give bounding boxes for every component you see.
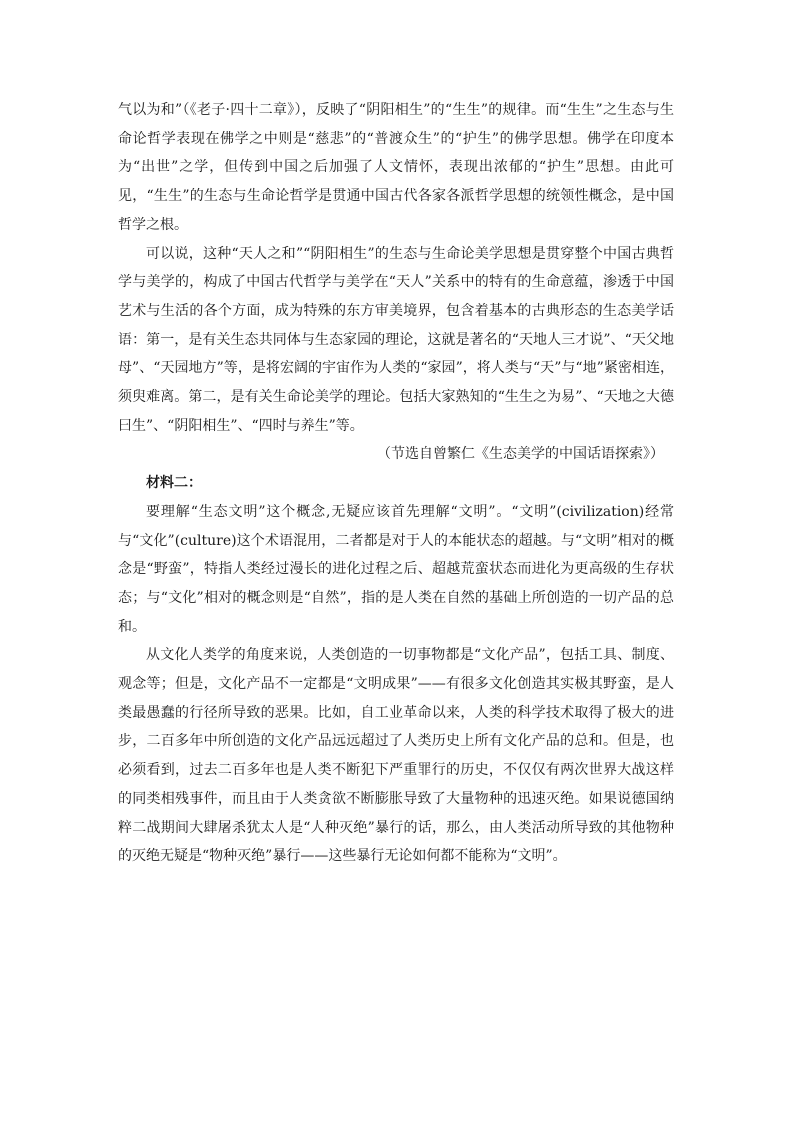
paragraph-civilization-definition: 要理解“生态文明”这个概念,无疑应该首先理解“文明”。“文明”(civilization)经常与“文化”(culture)这个术语混用，二者都是对于人的本能状态的超越。与“文明”相对的概念是“野蛮”，特指人类经过漫长的进化过程之后、超越荒蛮状态而进化为更高级的生存状态；与“文化”相对的概念则是“自然”，指的是人类在自然的基础上所创造的一切产品的总和。 <box>118 503 674 635</box>
material-two-heading: 材料二： <box>146 475 202 492</box>
paragraph-tianren-aesthetics: 可以说，这种“天人之和”“阴阳相生”的生态与生命论美学思想是贯穿整个中国古典哲学与美学的，构成了中国古代哲学与美学在“天人”关系中的特有的生命意蕴，渗透于中国艺术与生活的各个方面，成为特殊的东方审美境界，包含着基本的古典形态的生态美学话语：第一，是有关生态共同体与生态家园的理论，这就是著名的“天地人三才说”、“天父地母”、“天园地方”等，是将宏阔的宇宙作为人类的“家园”，将人类与“天”与“地”紧密相连，须臾难离。第二，是有关生命论美学的理论。包括大家熟知的“生生之为易”、“天地之大德曰生”、“阴阳相生”、“四时与养生”等。 <box>118 245 674 434</box>
source-citation: （节选自曾繁仁《生态美学的中国话语探索》） <box>377 446 664 463</box>
document-page <box>118 96 674 871</box>
paragraph-continuation: 气以为和”（《老子·四十二章》），反映了“阴阳相生”的“生生”的规律。而“生生”之生态与生命论哲学表现在佛学之中则是“慈悲”的“普渡众生”的“护生”的佛学思想。佛学在印度本为“出世”之学，但传到中国之后加强了人文情怀，表现出浓郁的“护生”思想。由此可见，“生生”的生态与生命论哲学是贯通中国古代各家各派哲学思想的统领性概念，是中国哲学之根。 <box>118 102 674 233</box>
paragraph-cultural-anthropology: 从文化人类学的角度来说，人类创造的一切事物都是“文化产品”，包括工具、制度、观念等；但是，文化产品不一定都是“文明成果”——有很多文化创造其实极其野蛮，是人类最愚蠢的行径所导致的恶果。比如，自工业革命以来，人类的科学技术取得了极大的进步，二百多年中所创造的文化产品远远超过了人类历史上所有文化产品的总和。但是，也必须看到，过去二百多年也是人类不断犯下严重罪行的历史，不仅仅有两次世界大战这样的同类相残事件，而且由于人类贪欲不断膨胀导致了大量物种的迅速灭绝。如果说德国纳粹二战期间大肆屠杀犹太人是“人种灭绝”暴行的话，那么，由人类活动所导致的其他物种的灭绝无疑是“物种灭绝”暴行——这些暴行无论如何都不能称为“文明”。 <box>118 647 674 865</box>
